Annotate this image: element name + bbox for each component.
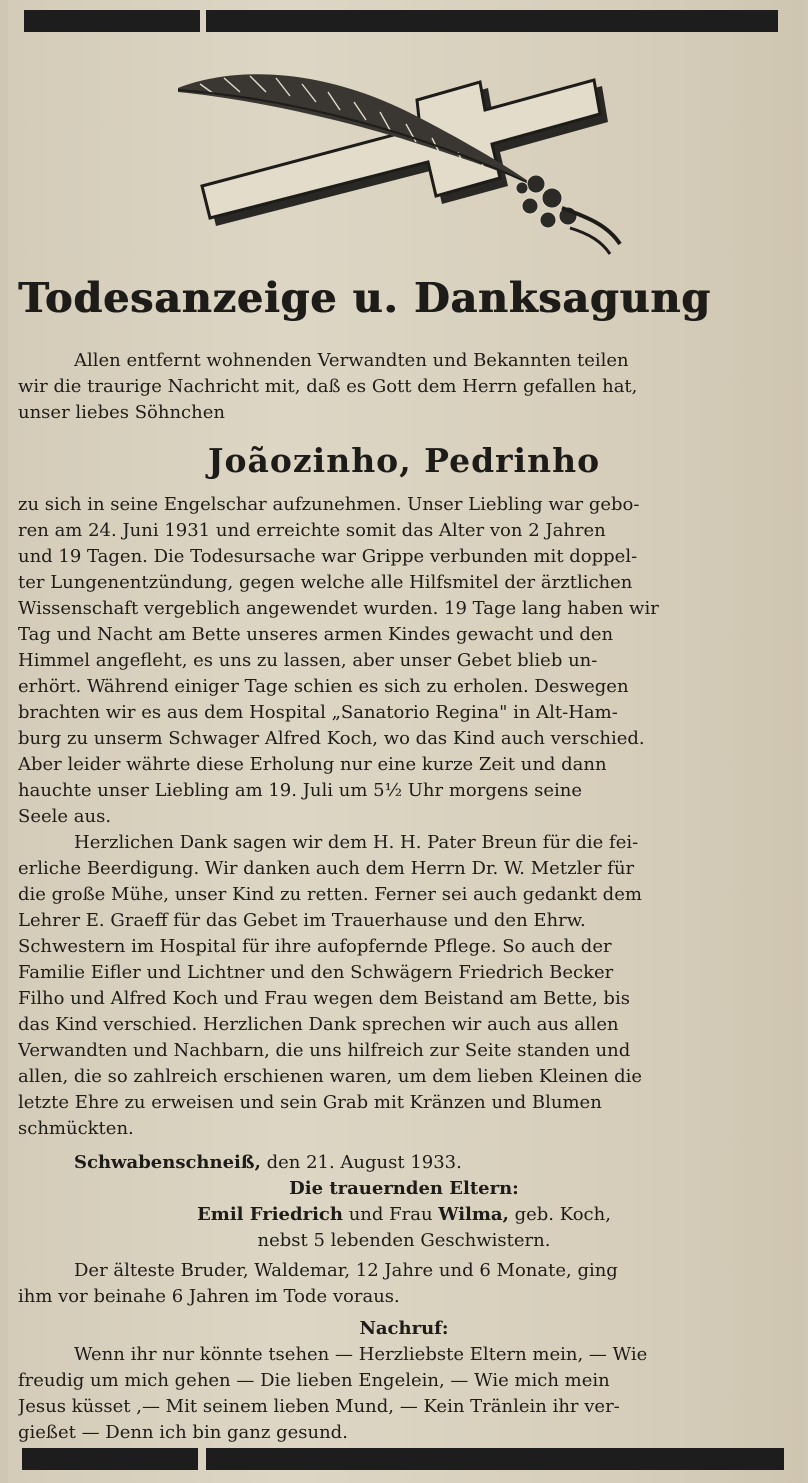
obituary-line: Jesus küsset ,— Mit seinem lieben Mund, — Kein Tränlein ihr ver- [18,1396,620,1417]
obituary-line: Wenn ihr nur könnte tsehen — Herzliebste Eltern mein, — Wie [74,1344,648,1365]
elder-brother-line: Der älteste Bruder, Waldemar, 12 Jahre und 6 Monate, ging [74,1260,618,1281]
top-border-rule-left [24,10,200,32]
thanks-line: Familie Eifler und Lichtner und den Schwägern Friedrich Becker [18,962,614,983]
thanks-line: letzte Ehre zu erweisen und sein Grab mit Kränzen und Blumen [18,1092,602,1113]
thanks-line: die große Mühe, unser Kind zu retten. Ferner sei auch gedankt dem [18,884,642,905]
parents-line [18,1202,790,1228]
obituary-line: gießet — Denn ich bin ganz gesund. [18,1422,348,1443]
bottom-border-rule-right [206,1448,784,1470]
elder-brother-line: ihm vor beinahe 6 Jahren im Tode voraus. [18,1286,400,1307]
body-line: erhört. Während einiger Tage schien es sich zu erholen. Deswegen [18,676,629,697]
date-text: den 21. August 1933. [266,1152,462,1173]
parents-connector: und Frau [348,1204,433,1225]
obituary-line: freudig um mich gehen — Die lieben Engelein, — Wie mich mein [18,1370,610,1391]
place-date-line [18,1150,790,1176]
thanks-line: Herzlichen Dank sagen wir dem H. H. Pater Breun für die fei- [74,832,639,853]
body-line: ter Lungenentzündung, gegen welche alle Hilfsmitel der ärztlichen [18,572,633,593]
body-line: und 19 Tagen. Die Todesursache war Grippe verbunden mit doppel- [18,546,638,567]
child-name: Joãozinho, Pedrinho [207,441,601,480]
siblings-line: nebst 5 lebenden Geschwistern. [257,1230,551,1251]
body-line: Tag und Nacht am Bette unseres armen Kindes gewacht und den [18,624,614,645]
thanks-line: Verwandten und Nachbarn, die uns hilfreich zur Seite standen und [18,1040,631,1061]
body-line: burg zu unserm Schwager Alfred Koch, wo das Kind auch verschied. [18,728,645,749]
mother-birth-name: geb. Koch, [514,1204,611,1225]
father-name: Emil Friedrich [197,1204,343,1225]
place-name: Schwabenschneiß, [74,1152,261,1173]
body-line: Wissenschaft vergeblich angewendet wurden. 19 Tage lang haben wir [18,598,659,619]
thanks-line: schmückten. [18,1118,134,1139]
intro-line-1: Allen entfernt wohnenden Verwandten und Bekannten teilen [74,350,629,371]
bottom-border-rule-left [22,1448,198,1470]
intro-line-2: wir die traurige Nachricht mit, daß es Gott dem Herrn gefallen hat, [18,376,638,397]
body-line: Seele aus. [18,806,112,827]
thanks-line: Schwestern im Hospital für ihre aufopfernde Pflege. So auch der [18,936,612,957]
body-line: hauchte unser Liebling am 19. Juli um 5½ Uhr morgens seine [18,780,582,801]
body-line: ren am 24. Juni 1931 und erreichte somit das Alter von 2 Jahren [18,520,606,541]
thanks-line: das Kind verschied. Herzlichen Dank sprechen wir auch aus allen [18,1014,619,1035]
body-line: brachten wir es aus dem Hospital „Sanatorio Regina" in Alt-Ham- [18,702,618,723]
cross-with-palm-icon [170,58,630,258]
mother-name: Wilma, [438,1204,509,1225]
parents-heading: Die trauernden Eltern: [289,1178,519,1199]
obituary-heading: Nachruf: [359,1318,449,1339]
thanks-line: Filho und Alfred Koch und Frau wegen dem Beistand am Bette, bis [18,988,630,1009]
thanks-line: Lehrer E. Graeff für das Gebet im Trauerhause und den Ehrw. [18,910,586,931]
body-line: Himmel angefleht, es uns zu lassen, aber unser Gebet blieb un- [18,650,598,671]
intro-line-3: unser liebes Söhnchen [18,402,225,423]
body-line: zu sich in seine Engelschar aufzunehmen. Unser Liebling war gebo- [18,494,640,515]
top-border-rule-right [206,10,778,32]
notice-heading: Todesanzeige u. Danksagung [18,274,711,322]
thanks-line: erliche Beerdigung. Wir danken auch dem Herrn Dr. W. Metzler für [18,858,635,879]
body-line: Aber leider währte diese Erholung nur eine kurze Zeit und dann [18,754,607,775]
thanks-line: allen, die so zahlreich erschienen waren, um dem lieben Kleinen die [18,1066,643,1087]
